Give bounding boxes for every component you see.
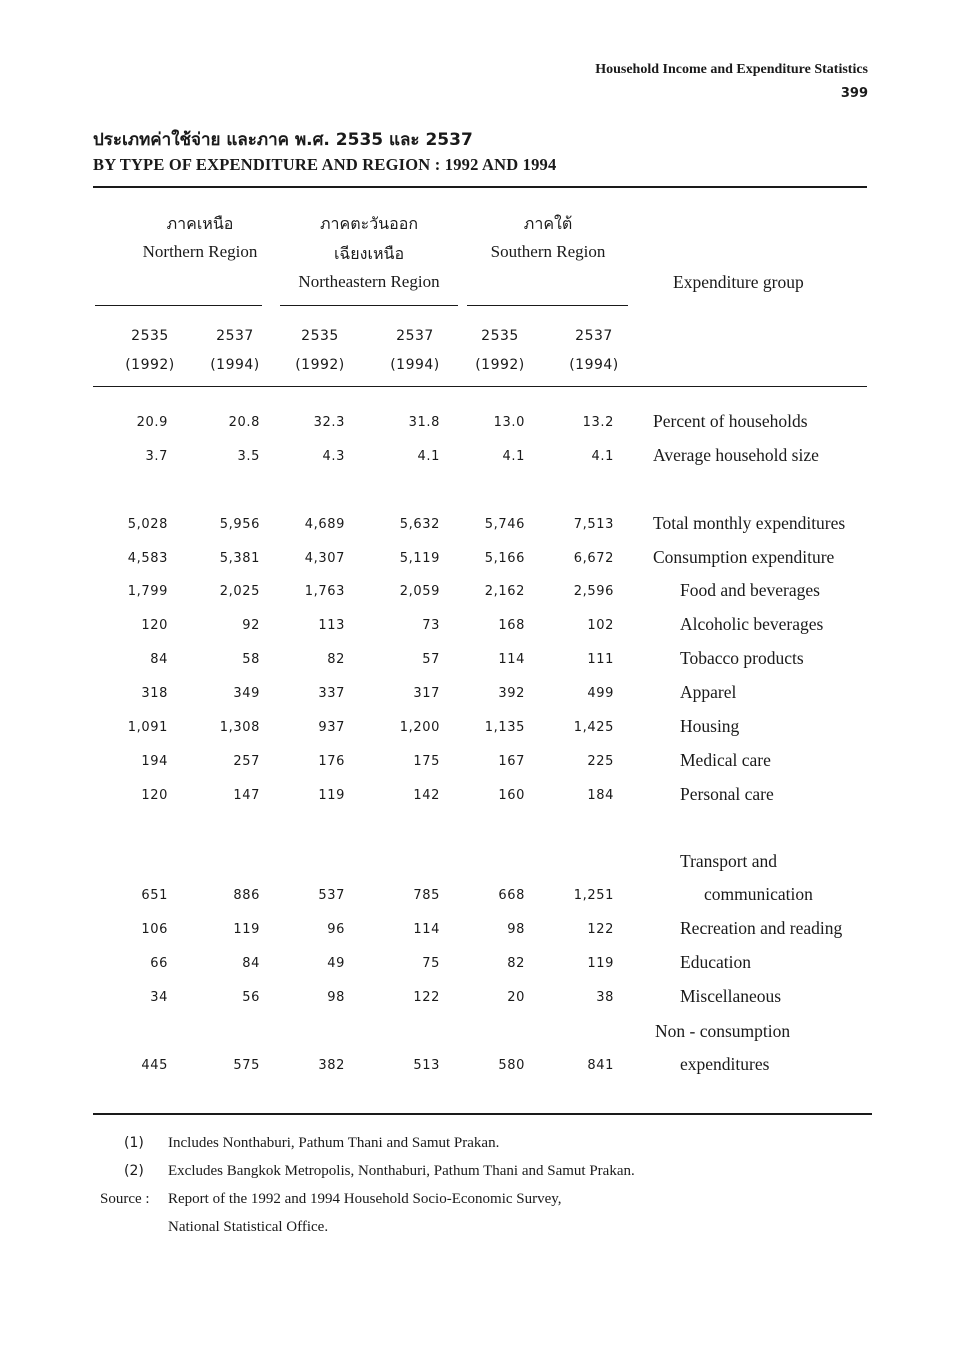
table-cell: 4.3 [322,449,345,464]
row-label: Average household size [653,445,819,465]
table-cell: 98 [327,990,345,1005]
table-title-thai: ประเภทค่าใช้จ่าย และภาค พ.ศ. 2535 และ 2537 [93,130,473,150]
region-northern-english: Northern Region [142,242,258,261]
expenditure-group-header: Expenditure group [673,272,804,292]
table-cell: 20 [507,990,525,1005]
table-cell: 513 [413,1058,440,1073]
year-be-2: 2537 [216,328,254,344]
top-rule [93,186,867,188]
header-bottom-rule [93,386,867,387]
table-cell: 2,162 [484,584,525,599]
table-cell: 4.1 [417,449,440,464]
table-cell: 175 [413,754,440,769]
table-cell: 1,763 [304,584,345,599]
table-cell: 225 [587,754,614,769]
table-cell: 96 [327,922,345,937]
source-line-2: National Statistical Office. [168,1219,329,1235]
table-cell: 3.7 [145,449,168,464]
table-cell: 575 [233,1058,260,1073]
table-cell: 13.2 [582,415,614,430]
table-cell: 4.1 [591,449,614,464]
table-cell: 1,135 [484,720,525,735]
region-southern-thai: ภาคใต้ [523,214,573,233]
table-cell: 84 [242,956,260,971]
table-cell: 1,251 [573,888,614,903]
year-be-3: 2535 [301,328,339,344]
table-cell: 98 [507,922,525,937]
year-be-5: 2535 [481,328,519,344]
table-cell: 382 [318,1058,345,1073]
table-cell: 5,166 [484,551,525,566]
table-cell: 6,672 [573,551,614,566]
year-ce-3: (1992) [295,357,345,373]
row-label: Personal care [680,784,774,804]
table-cell: 147 [233,788,260,803]
year-ce-4: (1994) [390,357,440,373]
table-cell: 318 [141,686,168,701]
table-cell: 122 [413,990,440,1005]
table-cell: 886 [233,888,260,903]
table-cell: 499 [587,686,614,701]
table-cell: 167 [498,754,525,769]
table-cell: 1,799 [127,584,168,599]
table-cell: 160 [498,788,525,803]
table-cell: 176 [318,754,345,769]
table-cell: 194 [141,754,168,769]
table-cell: 113 [318,618,345,633]
table-cell: 119 [318,788,345,803]
source-line-1: Report of the 1992 and 1994 Household Socio-Economic Survey, [168,1191,562,1207]
table-cell: 119 [233,922,260,937]
row-label: Miscellaneous [680,986,782,1006]
table-cell: 114 [413,922,440,937]
table-cell: 32.3 [313,415,345,430]
table-cell: 785 [413,888,440,903]
row-label: Tobacco products [680,648,804,668]
table-cell: 2,025 [219,584,260,599]
year-ce-5: (1992) [475,357,525,373]
table-cell: 937 [318,720,345,735]
table-cell: 106 [141,922,168,937]
row-label-continued: communication [704,884,813,904]
table-cell: 82 [507,956,525,971]
table-cell: 102 [587,618,614,633]
region-underline-northern [95,305,262,306]
footnote-text-1: Includes Nonthaburi, Pathum Thani and Samut Prakan. [168,1135,500,1151]
row-label: Food and beverages [680,580,820,600]
region-underline-southern [467,305,628,306]
table-cell: 142 [413,788,440,803]
table-cell: 38 [596,990,614,1005]
table-cell: 337 [318,686,345,701]
table-cell: 184 [587,788,614,803]
table-cell: 111 [587,652,614,667]
table-cell: 1,425 [573,720,614,735]
source-label: Source : [100,1191,150,1207]
table-cell: 114 [498,652,525,667]
year-ce-6: (1994) [569,357,619,373]
table-cell: 73 [422,618,440,633]
table-cell: 4,689 [304,517,345,532]
table-cell: 119 [587,956,614,971]
table-cell: 5,956 [219,517,260,532]
table-cell: 668 [498,888,525,903]
footnote-mark-1: (1) [124,1135,144,1151]
table-cell: 392 [498,686,525,701]
table-cell: 122 [587,922,614,937]
table-cell: 5,632 [399,517,440,532]
year-be-4: 2537 [396,328,434,344]
table-cell: 82 [327,652,345,667]
table-cell: 31.8 [408,415,440,430]
table-cell: 58 [242,652,260,667]
table-cell: 5,119 [399,551,440,566]
row-label: Housing [680,716,740,736]
table-cell: 445 [141,1058,168,1073]
footnote-text-2: Excludes Bangkok Metropolis, Nonthaburi, Pathum Thani and Samut Prakan. [168,1163,635,1179]
table-cell: 5,381 [219,551,260,566]
table-cell: 56 [242,990,260,1005]
row-label: Alcoholic beverages [680,614,824,634]
running-title: Household Income and Expenditure Statistics [595,62,868,77]
bottom-rule [93,1113,872,1115]
region-underline-northeastern [280,305,458,306]
row-label-continued: expenditures [680,1054,770,1074]
table-cell: 20.9 [136,415,168,430]
table-cell: 349 [233,686,260,701]
table-cell: 1,200 [399,720,440,735]
row-label: Recreation and reading [680,918,843,938]
row-label: Percent of households [653,411,808,431]
table-cell: 57 [422,652,440,667]
table-cell: 20.8 [228,415,260,430]
table-cell: 13.0 [493,415,525,430]
row-label: Medical care [680,750,771,770]
row-label: Transport and [680,851,778,871]
table-cell: 317 [413,686,440,701]
row-label: Non - consumption [655,1021,791,1041]
table-cell: 1,308 [219,720,260,735]
table-cell: 7,513 [573,517,614,532]
table-cell: 841 [587,1058,614,1073]
table-cell: 2,596 [573,584,614,599]
row-label: Education [680,952,751,972]
row-label: Consumption expenditure [653,547,835,567]
table-cell: 651 [141,888,168,903]
table-cell: 5,028 [127,517,168,532]
table-cell: 4.1 [502,449,525,464]
footnote-mark-2: (2) [124,1163,144,1179]
table-cell: 4,583 [127,551,168,566]
year-be-6: 2537 [575,328,613,344]
year-ce-2: (1994) [210,357,260,373]
table-cell: 2,059 [399,584,440,599]
page-number: 399 [840,86,868,101]
table-cell: 3.5 [237,449,260,464]
table-cell: 537 [318,888,345,903]
year-be-1: 2535 [131,328,169,344]
region-southern-english: Southern Region [490,242,606,261]
table-cell: 1,091 [127,720,168,735]
table-cell: 120 [141,788,168,803]
year-ce-1: (1992) [125,357,175,373]
table-cell: 257 [233,754,260,769]
table-cell: 75 [422,956,440,971]
table-cell: 120 [141,618,168,633]
table-cell: 66 [150,956,168,971]
region-northeastern-thai-2: เฉียงเหนือ [333,244,405,263]
table-cell: 34 [150,990,168,1005]
table-title-english: BY TYPE OF EXPENDITURE AND REGION : 1992 AND 1994 [93,155,557,174]
table-cell: 92 [242,618,260,633]
region-northern-thai: ภาคเหนือ [166,214,234,233]
region-northeastern-thai-1: ภาคตะวันออก [319,214,419,233]
table-cell: 5,746 [484,517,525,532]
row-label: Total monthly expenditures [653,513,846,533]
table-cell: 4,307 [304,551,345,566]
table-cell: 84 [150,652,168,667]
table-cell: 49 [327,956,345,971]
table-cell: 580 [498,1058,525,1073]
region-northeastern-english: Northeastern Region [298,272,440,291]
table-cell: 168 [498,618,525,633]
row-label: Apparel [680,682,737,702]
